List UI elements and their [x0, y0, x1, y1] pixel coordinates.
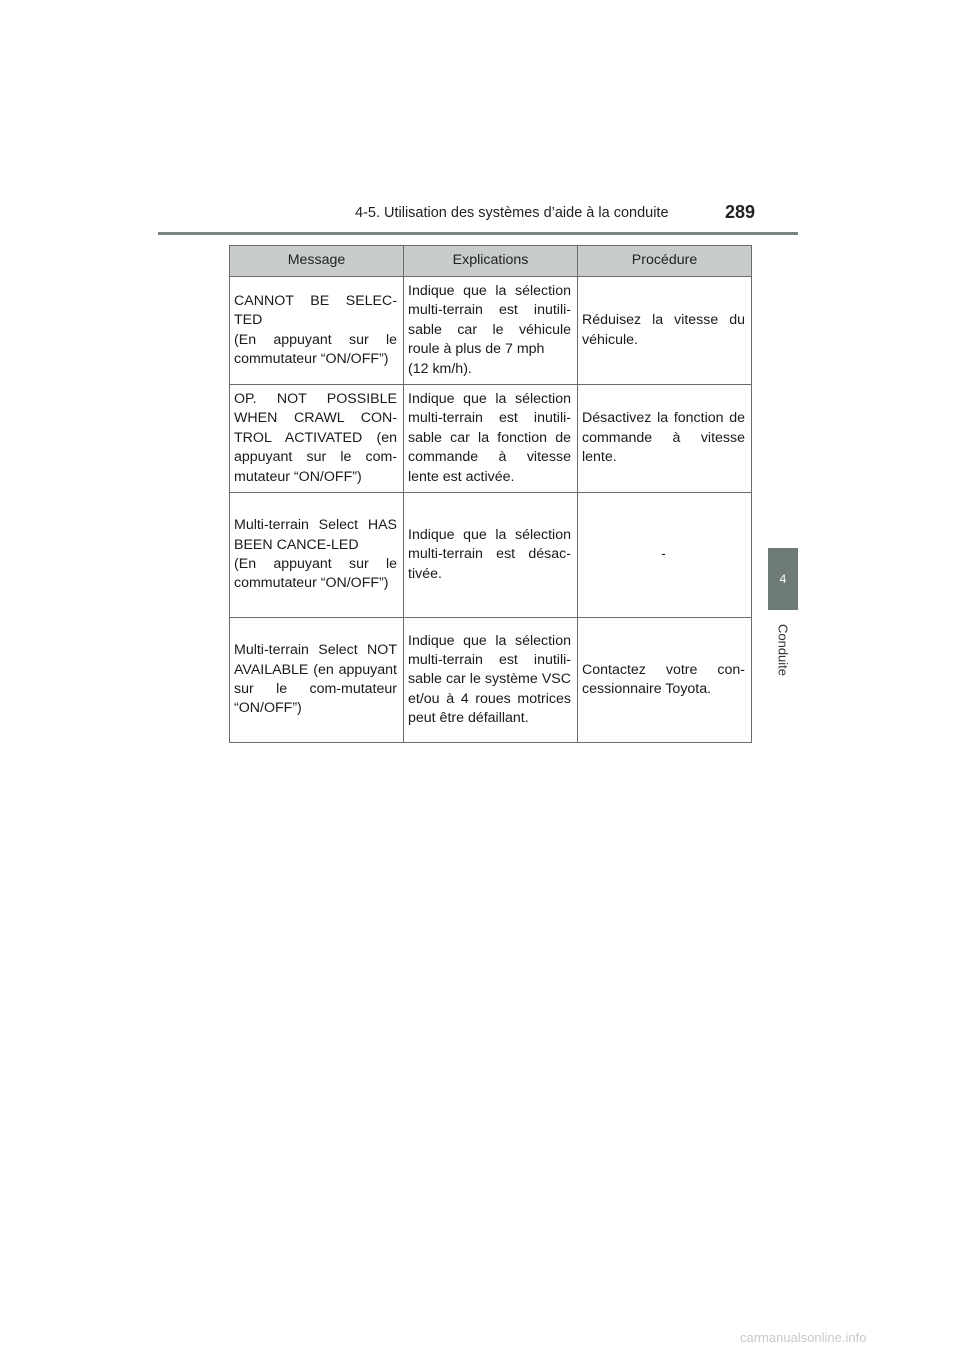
column-header-explications: Explications — [404, 246, 578, 277]
section-title: 4-5. Utilisation des systèmes d’aide à la conduite — [355, 205, 669, 221]
chapter-tab-number: 4 — [779, 572, 787, 586]
column-header-message: Message — [230, 246, 404, 277]
cell-message: OP. NOT POSSIBLE WHEN CRAWL CON-TROL ACTIVATED (en appuyant sur le com-mutateur “ON/OFF”) — [230, 385, 404, 493]
cell-explication: Indique que la sélection multi-terrain est inutili-sable car le véhicule roule à plus de 7 mph (12 km/h). — [404, 277, 578, 385]
cell-procedure: - — [578, 493, 752, 618]
cell-message: CANNOT BE SELEC-TED (En appuyant sur le commutateur “ON/OFF”) — [230, 277, 404, 385]
message-table — [229, 245, 752, 743]
cell-explication: Indique que la sélection multi-terrain est désac-tivée. — [404, 493, 578, 618]
table-row — [230, 277, 752, 385]
cell-message: Multi-terrain Select HAS BEEN CANCE-LED (En appuyant sur le commutateur “ON/OFF”) — [230, 493, 404, 618]
chapter-tab[interactable] — [768, 548, 798, 610]
cell-procedure: Réduisez la vitesse du véhicule. — [578, 277, 752, 385]
chapter-tab-label: Conduite — [775, 623, 791, 677]
cell-procedure: Désactivez la fonction de commande à vitesse lente. — [578, 385, 752, 493]
column-header-procedure: Procédure — [578, 246, 752, 277]
table-row — [230, 618, 752, 743]
page-number: 289 — [725, 202, 756, 222]
table-row — [230, 385, 752, 493]
cell-explication: Indique que la sélection multi-terrain est inutili-sable car le système VSC et/ou à 4 roues motrices peut être défaillant. — [404, 618, 578, 743]
watermark: carmanualsonline.info — [740, 1330, 867, 1345]
header-divider — [158, 232, 798, 235]
cell-message: Multi-terrain Select NOT AVAILABLE (en appuyant sur le com-mutateur “ON/OFF”) — [230, 618, 404, 743]
table-row — [230, 493, 752, 618]
table-header-row — [230, 246, 752, 277]
cell-explication: Indique que la sélection multi-terrain est inutili-sable car la fonction de commande à vitesse lente est activée. — [404, 385, 578, 493]
cell-procedure: Contactez votre con-cessionnaire Toyota. — [578, 618, 752, 743]
